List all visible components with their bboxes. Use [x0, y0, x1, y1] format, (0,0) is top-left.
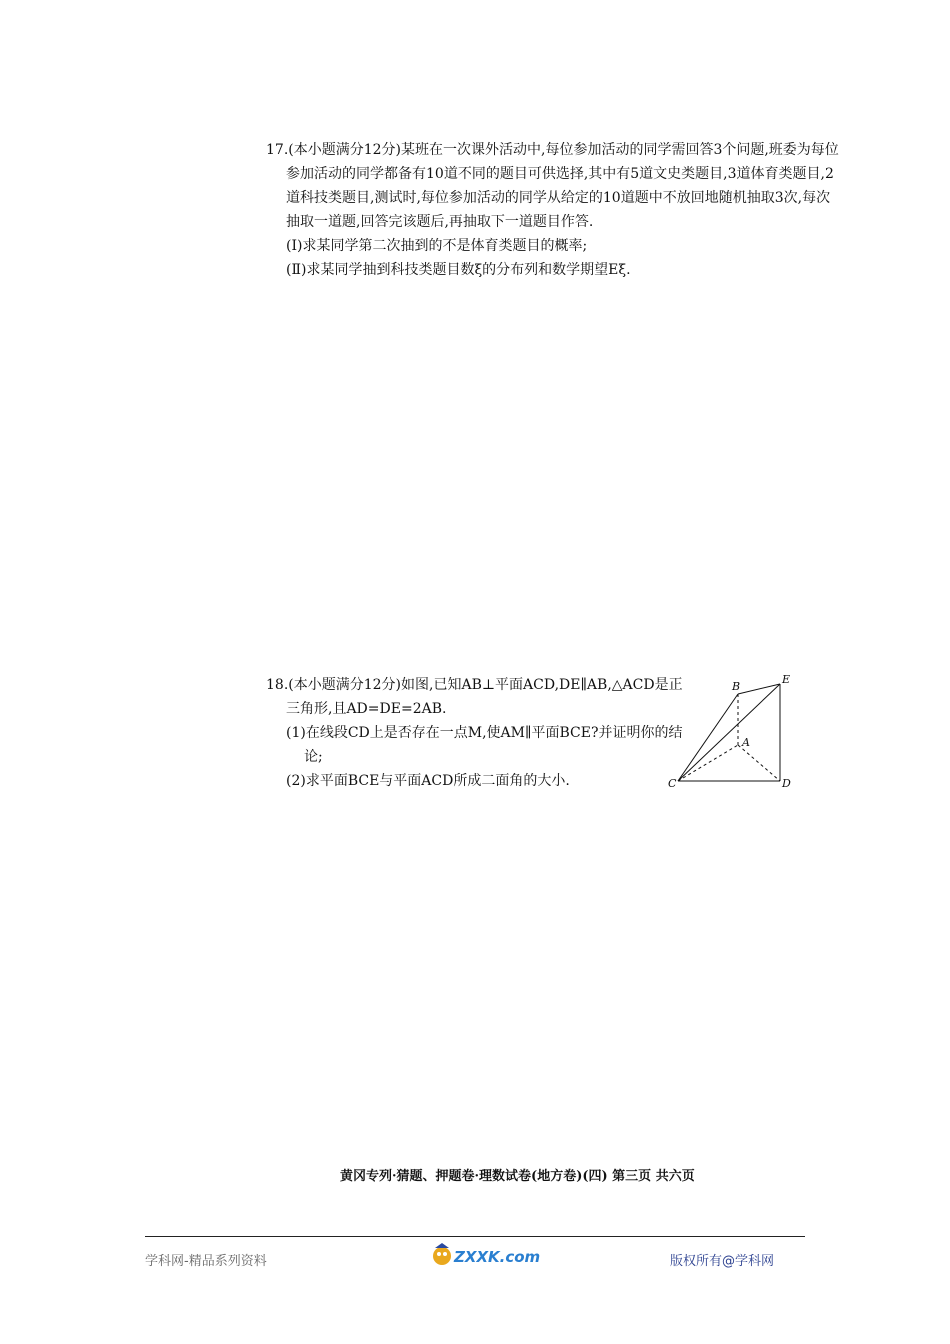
- problem-17-part-1: (Ⅰ)求某同学第二次抽到的不是体育类题目的概率;: [286, 238, 588, 254]
- label-B: B: [732, 680, 741, 693]
- label-C: C: [668, 777, 677, 790]
- footer-divider: [145, 1236, 805, 1237]
- label-D: D: [782, 777, 791, 790]
- problem-18-part-1-cont: 论;: [304, 749, 323, 765]
- problem-18-part-2: (2)求平面BCE与平面ACD所成二面角的大小.: [286, 773, 570, 789]
- geometry-figure: [668, 670, 798, 795]
- edge-CA: [678, 745, 738, 781]
- problem-18: [266, 673, 686, 793]
- label-A: A: [742, 736, 750, 749]
- problem-18-line-1: 18.(本小题满分12分)如图,已知AB⊥平面ACD,DE∥AB,△ACD是正: [266, 677, 683, 693]
- problem-17-line-2: 参加活动的同学都备有10道不同的题目可供选择,其中有5道文史类题目,3道体育类题目,2: [286, 166, 834, 182]
- footer-right-text: 版权所有@学科网: [670, 1254, 775, 1269]
- edge-BE: [738, 684, 780, 694]
- problem-17-line-1: 17.(本小题满分12分)某班在一次课外活动中,每位参加活动的同学需回答3个问题,班委为每位: [266, 142, 839, 158]
- problem-18-line-2: 三角形,且AD=DE=2AB.: [286, 701, 447, 717]
- exam-footer-title: 黄冈专列·猜题、押题卷·理数试卷(地方卷)(四) 第三页 共六页: [340, 1169, 695, 1184]
- zxxk-logo-icon: [430, 1238, 540, 1274]
- problem-17: [266, 138, 839, 282]
- problem-17-part-2: (Ⅱ)求某同学抽到科技类题目数ξ的分布列和数学期望Eξ.: [286, 262, 631, 278]
- edge-CE: [678, 684, 780, 781]
- logo-text: ZXXK.com: [454, 1248, 540, 1266]
- edge-AD: [738, 745, 780, 781]
- problem-17-line-3: 道科技类题目,测试时,每位参加活动的同学从给定的10道题中不放回地随机抽取3次,每次: [286, 190, 831, 206]
- problem-18-part-1: (1)在线段CD上是否存在一点M,使AM∥平面BCE?并证明你的结: [286, 725, 683, 741]
- edge-CB: [678, 694, 738, 781]
- footer-left-text: 学科网-精品系列资料: [145, 1254, 267, 1269]
- problem-17-line-4: 抽取一道题,回答完该题后,再抽取下一道题目作答.: [286, 214, 594, 230]
- label-E: E: [782, 673, 791, 686]
